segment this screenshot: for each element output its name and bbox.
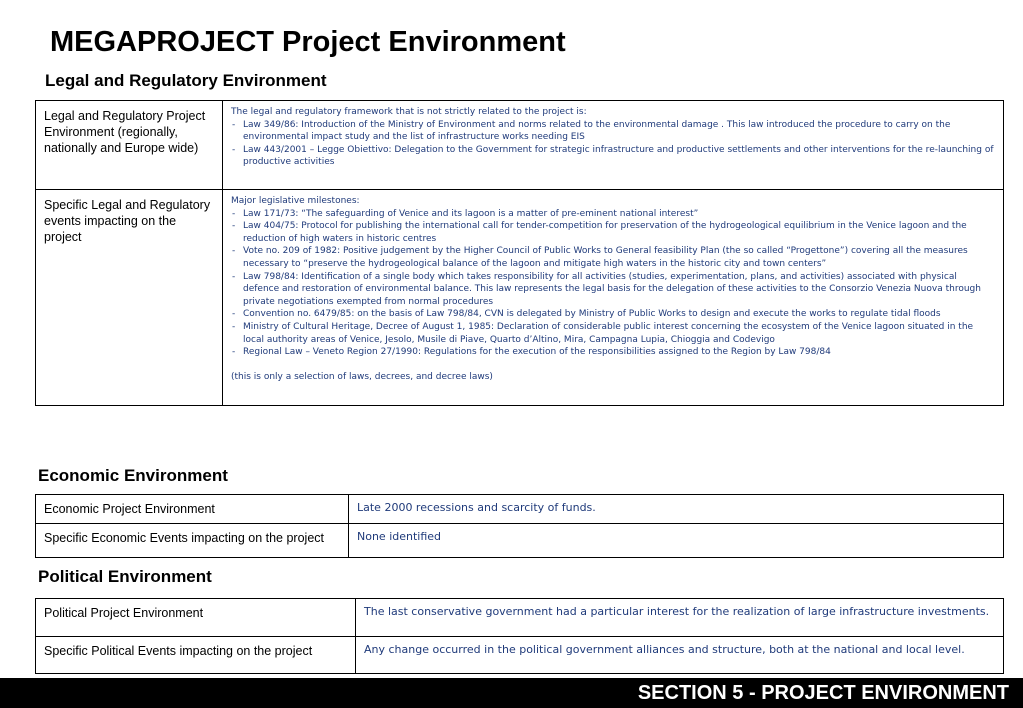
legal-row2-label-cell bbox=[36, 190, 223, 406]
legal-row1-label-cell bbox=[36, 101, 223, 190]
political-row2-value-cell bbox=[356, 637, 1004, 674]
economic-heading: Economic Environment bbox=[38, 466, 228, 485]
political-row1-value-cell bbox=[356, 599, 1004, 637]
list-item: - Ministry of Cultural Heritage, Decree of August 1, 1985: Declaration of considerable public interest concerning the ecosystem of the Venice lagoon situated in the local authority areas of Venice, Jesolo, Musile di Piave, Quarto d’Altino, Mira, Campagna Lupia, Chioggia and Codevigo bbox=[231, 321, 995, 346]
footer-bar bbox=[0, 678, 1023, 708]
legal-row2-note: (this is only a selection of laws, decrees, and decree laws) bbox=[231, 371, 493, 382]
list-item: - Convention no. 6479/85: on the basis of Law 798/84, CVN is delegated by Ministry of Public Works to design and execute the works to regulate tidal floods bbox=[231, 308, 995, 321]
economic-row1-value-cell bbox=[349, 495, 1004, 524]
list-item: - Law 404/75: Protocol for publishing the international call for tender-competition for preservation of the hydrogeological equilibrium in the Venice lagoon and the reduction of high waters in historic centres bbox=[231, 220, 995, 245]
political-row2-label-cell bbox=[36, 637, 356, 674]
political-row1-label: Political Project Environment bbox=[44, 606, 204, 620]
economic-row2-label: Specific Economic Events impacting on the project bbox=[44, 531, 324, 545]
page-title: MEGAPROJECT Project Environment bbox=[50, 26, 566, 58]
section-title: SECTION 5 - PROJECT ENVIRONMENT bbox=[637, 682, 1009, 704]
economic-row2-label-cell bbox=[36, 524, 349, 558]
legal-row1-label: Legal and Regulatory Project Environment (regionally, nationally and Europe wide) bbox=[44, 109, 206, 155]
legal-row1-intro: The legal and regulatory framework that is not strictly related to the project is: bbox=[231, 107, 587, 117]
legal-row2-value-cell bbox=[223, 190, 1004, 406]
economic-table bbox=[35, 494, 1004, 558]
list-item: - Vote no. 209 of 1982: Positive judgement by the Higher Council of Public Works to General feasibility Plan (the so called “Progettone”) covering all the measures necessary to “preserve the hydrogeological balance of the lagoon and mitigate high waters in the historic city and town centers” bbox=[231, 245, 995, 270]
economic-row2-value: None identified bbox=[357, 530, 442, 543]
list-item: - Law 171/73: “The safeguarding of Venice and its lagoon is a matter of pre-eminent national interest” bbox=[231, 208, 995, 221]
legal-row1-value-cell bbox=[223, 101, 1004, 190]
list-item: - Regional Law – Veneto Region 27/1990: Regulations for the execution of the responsibilities assigned to the Region by Law 798/84 bbox=[231, 346, 995, 359]
economic-row2-value-cell bbox=[349, 524, 1004, 558]
table-row bbox=[36, 495, 1004, 524]
economic-row1-label: Economic Project Environment bbox=[44, 502, 215, 516]
legal-heading: Legal and Regulatory Environment bbox=[45, 71, 327, 90]
legal-row2-intro: Major legislative milestones: bbox=[231, 196, 360, 206]
legal-row1-list bbox=[231, 119, 995, 169]
legal-row1-content bbox=[231, 106, 995, 169]
economic-row1-label-cell bbox=[36, 495, 349, 524]
legal-row2-list bbox=[231, 208, 995, 359]
political-table bbox=[35, 598, 1004, 674]
political-heading: Political Environment bbox=[38, 567, 212, 586]
political-row2-value: Any change occurred in the political government alliances and structure, both at the national and local level. bbox=[364, 643, 965, 656]
table-row bbox=[36, 524, 1004, 558]
table-row bbox=[36, 101, 1004, 190]
legal-row2-content bbox=[231, 195, 995, 383]
economic-row1-value: Late 2000 recessions and scarcity of funds. bbox=[357, 501, 596, 514]
political-row1-value: The last conservative government had a particular interest for the realization of large infrastructure investments. bbox=[364, 605, 990, 618]
political-row2-label: Specific Political Events impacting on the project bbox=[44, 644, 313, 658]
list-item: - Law 798/84: Identification of a single body which takes responsibility for all activities (studies, experimentation, plans, and activities) associated with physical defence and restoration of environmental balance. This law represents the legal basis for the delegation of these activities to the Consorzio Venezia Nuova through private negotiations exempted from normal procedures bbox=[231, 271, 995, 309]
list-item: - Law 443/2001 – Legge Obiettivo: Delegation to the Government for strategic infrastructure and productive settlements and other interventions for the re-launching of productive activities bbox=[231, 144, 995, 169]
table-row bbox=[36, 599, 1004, 637]
table-row bbox=[36, 637, 1004, 674]
legal-table bbox=[35, 100, 1004, 406]
table-row bbox=[36, 190, 1004, 406]
list-item: - Law 349/86: Introduction of the Ministry of Environment and norms related to the environmental damage . This law introduced the procedure to carry on the environmental impact study and the list of infrastructure works needing EIS bbox=[231, 119, 995, 144]
political-row1-label-cell bbox=[36, 599, 356, 637]
legal-row2-label: Specific Legal and Regulatory events impacting on the project bbox=[44, 198, 211, 244]
